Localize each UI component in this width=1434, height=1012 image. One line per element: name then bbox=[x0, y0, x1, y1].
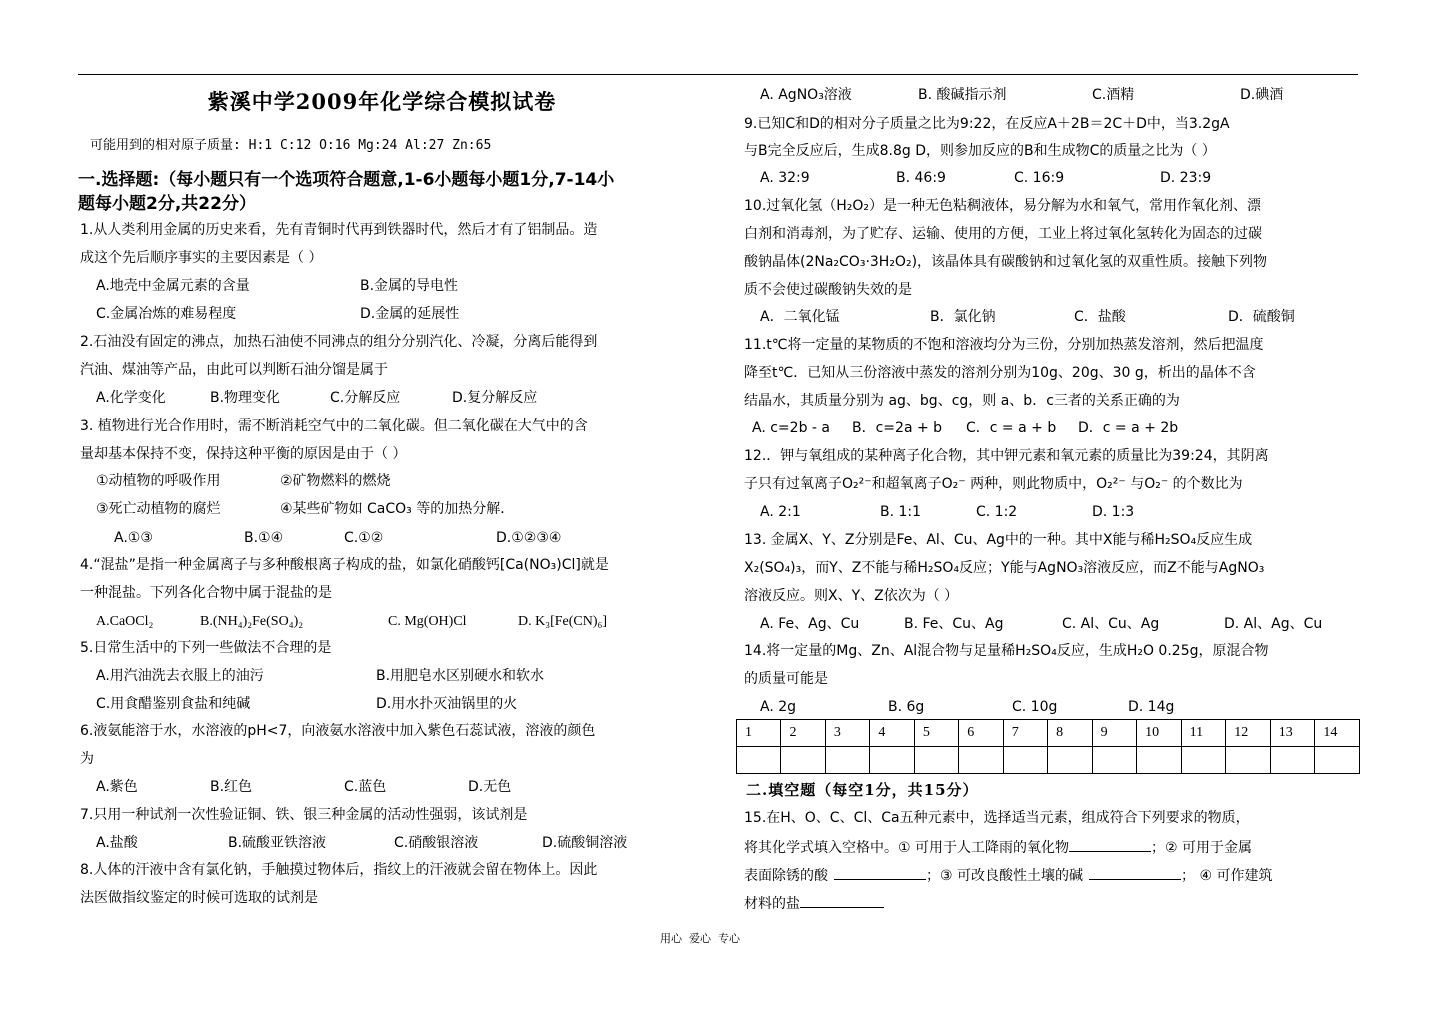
answer-cell[interactable] bbox=[825, 747, 869, 774]
answer-cell[interactable] bbox=[1092, 747, 1136, 774]
q11-option-d: D．c = a + 2b bbox=[1078, 420, 1179, 436]
q14-option-d: D. 14g bbox=[1128, 699, 1175, 715]
answer-cell[interactable] bbox=[1003, 747, 1047, 774]
q13-option-b: B. Fe、Cu、Ag bbox=[904, 616, 1004, 632]
q15-blank-1[interactable] bbox=[1069, 837, 1151, 852]
answer-number: 7 bbox=[1003, 720, 1047, 747]
q7-option-a: A.盐酸 bbox=[96, 835, 138, 851]
q15-text: 15.在H、O、C、Cl、Ca五种元素中，选择适当元素，组成符合下列要求的物质， bbox=[744, 810, 1250, 826]
answer-cell[interactable] bbox=[870, 747, 914, 774]
q10-option-a: A．二氧化锰 bbox=[760, 309, 840, 325]
answer-number: 6 bbox=[959, 720, 1003, 747]
q5-option-b: B.用肥皂水区别硬水和软水 bbox=[376, 668, 545, 684]
q10-option-d: D．硫酸铜 bbox=[1228, 309, 1295, 325]
q10-text-3: 酸钠晶体(2Na₂CO₃·3H₂O₂)，该晶体具有碳酸钠和过氧化氢的双重性质。接触下列物 bbox=[744, 254, 1268, 270]
q15-prompt-3: ；③ 可改良酸性土壤的碱 bbox=[926, 868, 1084, 884]
top-rule bbox=[78, 74, 1358, 75]
q4-option-a: A.CaOCl₂ bbox=[96, 614, 154, 629]
q15-text-4 bbox=[744, 893, 884, 914]
q13-text: 13. 金属X、Y、Z分别是Fe、Al、Cu、Ag中的一种。其中X能与稀H₂SO₄反应生成 bbox=[744, 532, 1253, 548]
q1-text: 1.从人类利用金属的历史来看，先有青铜时代再到铁器时代，然后才有了铝制品。造 bbox=[80, 222, 598, 238]
q14-option-b: B. 6g bbox=[888, 699, 925, 715]
q14-text-cont: 的质量可能是 bbox=[744, 671, 828, 687]
q15-prompt-4-cont: 材料的盐 bbox=[744, 896, 800, 912]
section1-heading: 一.选择题:（每小题只有一个选项符合题意,1-6小题每小题1分,7-14小 bbox=[78, 170, 615, 190]
q15-text-3 bbox=[744, 865, 1272, 886]
answer-number: 1 bbox=[737, 720, 781, 747]
q2-option-c: C.分解反应 bbox=[330, 390, 401, 406]
q6-option-b: B.红色 bbox=[210, 779, 253, 795]
q12-text-cont: 子只有过氧离子O₂²⁻和超氧离子O₂⁻ 两种，则此物质中，O₂²⁻ 与O₂⁻ 的个数比为 bbox=[744, 476, 1243, 492]
q11-text: 11.t℃将一定量的某物质的不饱和溶液均分为三份，分别加热蒸发溶剂，然后把温度 bbox=[744, 337, 1264, 353]
section1-heading-cont: 题每小题2分,共22分） bbox=[78, 194, 256, 214]
q7-text: 7.只用一种试剂一次性验证铜、铁、银三种金属的活动性强弱，该试剂是 bbox=[80, 807, 528, 823]
q15-prompt-4: ； ④ 可作建筑 bbox=[1181, 868, 1273, 884]
q12-text: 12.．钾与氧组成的某种离子化合物，其中钾元素和氧元素的质量比为39:24，其阴离 bbox=[744, 448, 1269, 464]
q1-option-d: D.金属的延展性 bbox=[360, 306, 460, 322]
q3-text-cont: 量却基本保持不变，保持这种平衡的原因是由于（ ） bbox=[80, 446, 407, 462]
q11-text-2: 降至t℃．已知从三份溶液中蒸发的溶剂分别为10g、20g、30 g，析出的晶体不含 bbox=[744, 365, 1256, 381]
answer-number: 11 bbox=[1181, 720, 1226, 747]
q1-text-cont: 成这个先后顺序事实的主要因素是（ ） bbox=[80, 250, 323, 266]
q12-option-b: B. 1:1 bbox=[880, 504, 922, 520]
answer-table bbox=[736, 719, 1360, 774]
answer-cell[interactable] bbox=[1048, 747, 1092, 774]
q11-text-3: 结晶水，其质量分别为 ag、bg、cg，则 a、b．c三者的关系正确的为 bbox=[744, 393, 1180, 409]
q2-text: 2.石油没有固定的沸点，加热石油使不同沸点的组分分别汽化、冷凝，分离后能得到 bbox=[80, 334, 598, 350]
atomic-masses: 可能用到的相对原子质量: H:1 C:12 O:16 Mg:24 Al:27 Zn:65 bbox=[90, 138, 492, 153]
q1-option-c: C.金属冶炼的难易程度 bbox=[96, 306, 237, 322]
q8-text: 8.人体的汗液中含有氯化钠，手触摸过物体后，指纹上的汗液就会留在物体上。因此 bbox=[80, 862, 598, 878]
q8-option-b: B. 酸碱指示剂 bbox=[918, 87, 1007, 103]
q13-text-3: 溶液反应。则X、Y、Z依次为（ ） bbox=[744, 588, 959, 604]
q13-option-d: D. Al、Ag、Cu bbox=[1224, 616, 1323, 632]
answer-cell[interactable] bbox=[1270, 747, 1315, 774]
q11-option-b: B．c=2a + b bbox=[852, 420, 943, 436]
q11-option-c: C．c = a + b bbox=[966, 420, 1057, 436]
q5-option-d: D.用水扑灭油锅里的火 bbox=[376, 696, 518, 712]
q15-text-2 bbox=[744, 837, 1252, 858]
q2-option-a: A.化学变化 bbox=[96, 390, 166, 406]
answer-cell[interactable] bbox=[1181, 747, 1226, 774]
q15-blank-4[interactable] bbox=[800, 893, 884, 908]
q9-option-b: B. 46:9 bbox=[896, 170, 946, 186]
q14-text: 14.将一定量的Mg、Zn、Al混合物与足量稀H₂SO₄反应，生成H₂O 0.25g，原混合物 bbox=[744, 643, 1269, 659]
q11-option-a: A. c=2b - a bbox=[752, 420, 830, 436]
answer-number-row bbox=[737, 720, 1360, 747]
q2-option-b: B.物理变化 bbox=[210, 390, 281, 406]
q15-blank-3[interactable] bbox=[1089, 865, 1181, 880]
answer-cell[interactable] bbox=[914, 747, 958, 774]
q9-option-d: D. 23:9 bbox=[1160, 170, 1212, 186]
q6-text-cont: 为 bbox=[80, 751, 94, 767]
q4-option-b: B.(NH₄)₂Fe(SO₄)₂ bbox=[200, 614, 304, 629]
answer-cell[interactable] bbox=[737, 747, 781, 774]
q2-text-cont: 汽油、煤油等产品，由此可以判断石油分馏是属于 bbox=[80, 362, 388, 378]
q3-option-c: C.①② bbox=[344, 530, 384, 546]
q4-option-d: D. K₃[Fe(CN)₆] bbox=[518, 614, 608, 629]
q9-option-c: C. 16:9 bbox=[1014, 170, 1065, 186]
page-footer: 用心 爱心 专心 bbox=[660, 932, 740, 945]
q10-text-4: 质不会使过碳酸钠失效的是 bbox=[744, 282, 912, 298]
q5-option-a: A.用汽油洗去衣服上的油污 bbox=[96, 668, 264, 684]
q5-text: 5.日常生活中的下列一些做法不合理的是 bbox=[80, 640, 332, 656]
q7-option-b: B.硫酸亚铁溶液 bbox=[228, 835, 327, 851]
q3-item-1: ①动植物的呼吸作用 bbox=[96, 473, 221, 489]
q12-option-c: C. 1:2 bbox=[976, 504, 1018, 520]
q8-text-cont: 法医做指纹鉴定的时候可选取的试剂是 bbox=[80, 890, 318, 906]
q3-text: 3. 植物进行光合作用时，需不断消耗空气中的二氧化碳。但二氧化碳在大气中的含 bbox=[80, 418, 588, 434]
answer-number: 8 bbox=[1048, 720, 1092, 747]
q12-option-d: D. 1:3 bbox=[1092, 504, 1135, 520]
q3-item-2: ②矿物燃料的燃烧 bbox=[280, 473, 391, 489]
answer-number: 3 bbox=[825, 720, 869, 747]
answer-cell[interactable] bbox=[959, 747, 1003, 774]
q10-text: 10.过氧化氢（H₂O₂）是一种无色粘稠液体，易分解为水和氧气，常用作氧化剂、漂 bbox=[744, 198, 1262, 214]
q10-option-b: B．氯化钠 bbox=[930, 309, 996, 325]
q4-option-c: C. Mg(OH)Cl bbox=[388, 614, 467, 629]
q9-text: 9.已知C和D的相对分子质量之比为9:22，在反应A＋2B＝2C＋D中，当3.2gA bbox=[744, 116, 1230, 132]
answer-number: 9 bbox=[1092, 720, 1136, 747]
answer-number: 4 bbox=[870, 720, 914, 747]
q6-option-c: C.蓝色 bbox=[344, 779, 387, 795]
q9-text-cont: 与B完全反应后，生成8.8g D，则参加反应的B和生成物C的质量之比为（ ） bbox=[744, 143, 1216, 159]
q8-option-d: D.碘酒 bbox=[1240, 87, 1284, 103]
q3-item-4: ④某些矿物如 CaCO₃ 等的加热分解． bbox=[280, 501, 515, 517]
answer-number: 13 bbox=[1270, 720, 1315, 747]
q14-option-a: A. 2g bbox=[760, 699, 797, 715]
answer-number: 2 bbox=[781, 720, 825, 747]
q13-text-2: X₂(SO₄)₃，而Y、Z不能与稀H₂SO₄反应；Y能与AgNO₃溶液反应，而Z不能与AgNO₃ bbox=[744, 560, 1265, 576]
answer-number: 5 bbox=[914, 720, 958, 747]
q15-blank-2[interactable] bbox=[834, 865, 926, 880]
page-title: 紫溪中学2009年化学综合模拟试卷 bbox=[207, 89, 557, 114]
q10-option-c: C．盐酸 bbox=[1074, 309, 1126, 325]
answer-cell[interactable] bbox=[1226, 747, 1271, 774]
q7-option-c: C.硝酸银溶液 bbox=[394, 835, 479, 851]
answer-number: 10 bbox=[1137, 720, 1182, 747]
q3-item-3: ③死亡动植物的腐烂 bbox=[96, 501, 221, 517]
q15-prompt-2: ；② 可用于金属 bbox=[1151, 840, 1253, 856]
section2-heading: 二.填空题（每空1分，共15分） bbox=[746, 781, 979, 799]
q8-option-c: C.酒精 bbox=[1092, 87, 1135, 103]
q4-text: 4.“混盐”是指一种金属离子与多种酸根离子构成的盐，如氯化硝酸钙[Ca(NO₃)Cl]就是 bbox=[80, 557, 609, 573]
answer-cell[interactable] bbox=[1315, 747, 1360, 774]
q2-option-d: D.复分解反应 bbox=[452, 390, 538, 406]
q13-option-c: C. Al、Cu、Ag bbox=[1062, 616, 1160, 632]
q1-option-a: A.地壳中金属元素的含量 bbox=[96, 278, 250, 294]
answer-number: 14 bbox=[1315, 720, 1360, 747]
q3-option-d: D.①②③④ bbox=[496, 530, 562, 546]
answer-blank-row bbox=[737, 747, 1360, 774]
q5-option-c: C.用食醋鉴别食盐和纯碱 bbox=[96, 696, 251, 712]
answer-cell[interactable] bbox=[1137, 747, 1182, 774]
q7-option-d: D.硫酸铜溶液 bbox=[542, 835, 628, 851]
q8-option-a: A. AgNO₃溶液 bbox=[760, 87, 852, 103]
q15-prompt-1: 将其化学式填入空格中。① 可用于人工降雨的氧化物 bbox=[744, 840, 1069, 856]
q6-text: 6.液氨能溶于水，水溶液的pH<7，向液氨水溶液中加入紫色石蕊试液，溶液的颜色 bbox=[80, 723, 596, 739]
q4-text-cont: 一种混盐。下列各化合物中属于混盐的是 bbox=[80, 585, 332, 601]
q1-option-b: B.金属的导电性 bbox=[360, 278, 459, 294]
q15-prompt-2-cont: 表面除锈的酸 bbox=[744, 868, 828, 884]
q12-option-a: A. 2:1 bbox=[760, 504, 801, 520]
q3-option-a: A.①③ bbox=[114, 530, 153, 546]
q13-option-a: A. Fe、Ag、Cu bbox=[760, 616, 860, 632]
q14-option-c: C. 10g bbox=[1012, 699, 1058, 715]
answer-cell[interactable] bbox=[781, 747, 825, 774]
q6-option-d: D.无色 bbox=[468, 779, 512, 795]
q10-text-2: 白剂和消毒剂，为了贮存、运输、使用的方便，工业上将过氧化氢转化为固态的过碳 bbox=[744, 226, 1262, 242]
q6-option-a: A.紫色 bbox=[96, 779, 138, 795]
q3-option-b: B.①④ bbox=[244, 530, 284, 546]
q9-option-a: A. 32:9 bbox=[760, 170, 810, 186]
answer-number: 12 bbox=[1226, 720, 1271, 747]
